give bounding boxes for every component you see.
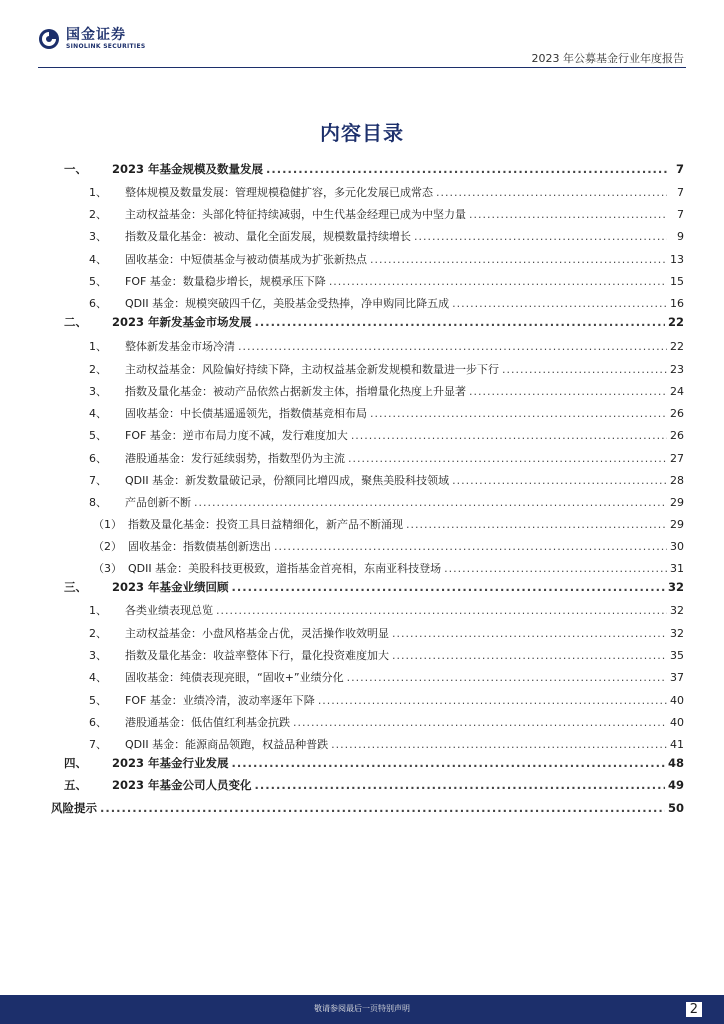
toc-entry[interactable] (64, 560, 684, 578)
toc-entry-page: 41 (670, 738, 684, 751)
toc-entry-page: 35 (670, 649, 684, 662)
toc-entry-number: 1、 (89, 186, 107, 199)
toc-dot-leader (392, 647, 667, 665)
toc-entry-section-2[interactable] (64, 313, 684, 331)
toc-entry-page: 37 (670, 671, 684, 684)
toc-entry-number: 7、 (89, 474, 107, 487)
toc-entry-title: 指数及量化基金：投资工具日益精细化，新产品不断涌现 (128, 518, 403, 531)
toc-entry-title: 各类业绩表现总览 (125, 604, 213, 617)
toc-entry[interactable] (64, 647, 684, 665)
toc-entry-title: 固收基金：中长债基遥遥领先，指数债基竞相布局 (125, 407, 367, 420)
toc-dot-leader (232, 754, 665, 772)
toc-dot-leader (347, 669, 667, 687)
toc-entry[interactable] (64, 602, 684, 620)
toc-entry-title: 主动权益基金：小盘风格基金占优，灵活操作收效明显 (125, 627, 389, 640)
toc-entry[interactable] (64, 206, 684, 224)
toc-entry-title: 固收基金：纯债表现亮眼，“固收+”业绩分化 (125, 671, 344, 684)
toc-entry-page: 27 (670, 452, 684, 465)
toc-entry[interactable] (64, 383, 684, 401)
toc-entry[interactable] (64, 714, 684, 732)
toc-entry-number: 5、 (89, 275, 107, 288)
toc-dot-leader (329, 273, 667, 291)
toc-entry-page: 32 (667, 580, 684, 594)
toc-entry-title: 2023 年基金行业发展 (112, 756, 229, 770)
toc-entry[interactable] (64, 361, 684, 379)
toc-entry[interactable] (64, 669, 684, 687)
toc-entry-number: （3） (93, 562, 122, 575)
toc-entry-page: 30 (670, 540, 684, 553)
toc-entry[interactable] (64, 472, 684, 490)
toc-entry-number: 5、 (89, 694, 107, 707)
page-number: 2 (686, 1002, 702, 1017)
toc-entry-page: 26 (670, 407, 684, 420)
company-logo (38, 27, 145, 51)
footer-disclaimer-note: 敬请参阅最后一页特别声明 (314, 1004, 410, 1013)
toc-entry-page: 40 (670, 716, 684, 729)
toc-entry-number: 4、 (89, 407, 107, 420)
toc-dot-leader (274, 538, 667, 556)
toc-entry-page: 48 (667, 756, 684, 770)
toc-entry-number: 2、 (89, 208, 107, 221)
toc-entry-title: FOF 基金：数量稳步增长，规模承压下降 (125, 275, 326, 288)
toc-entry-page: 23 (670, 363, 684, 376)
toc-entry-number: 2、 (89, 363, 107, 376)
logo-chinese-name: 国金证券 (66, 27, 126, 43)
toc-entry-number: 3、 (89, 385, 107, 398)
toc-entry-page: 15 (670, 275, 684, 288)
toc-dot-leader (406, 516, 667, 534)
toc-entry-number: 1、 (89, 340, 107, 353)
toc-entry-title: 指数及量化基金：收益率整体下行，量化投资难度加大 (125, 649, 389, 662)
toc-entry[interactable] (64, 427, 684, 445)
toc-entry-number: 二、 (64, 315, 87, 329)
toc-entry-number: 4、 (89, 671, 107, 684)
toc-dot-leader (436, 184, 667, 202)
toc-entry-title: 2023 年基金公司人员变化 (112, 778, 252, 792)
toc-dot-leader (238, 338, 667, 356)
toc-entry-page: 7 (677, 208, 684, 221)
toc-entry-page: 32 (670, 627, 684, 640)
toc-entry-title: 产品创新不断 (125, 496, 191, 509)
toc-entry-title: 风险提示 (51, 801, 97, 815)
toc-dot-leader (452, 295, 667, 313)
toc-entry-page: 31 (670, 562, 684, 575)
toc-entry-number: 五、 (64, 778, 87, 792)
toc-entry-page: 29 (670, 496, 684, 509)
sinolink-logo-icon (38, 28, 60, 50)
header-divider (38, 67, 686, 68)
toc-entry-page: 26 (670, 429, 684, 442)
toc-entry-risk-disclosure[interactable] (51, 799, 684, 817)
toc-entry-title: QDII 基金：规模突破四千亿，美股基金受热捧，净申购同比降五成 (125, 297, 450, 310)
toc-dot-leader (444, 560, 667, 578)
toc-entry-page: 40 (670, 694, 684, 707)
toc-dot-leader (318, 692, 667, 710)
toc-dot-leader (392, 625, 667, 643)
toc-entry-title: 2023 年基金业绩回顾 (112, 580, 229, 594)
toc-entry-title: FOF 基金：逆市布局力度不减，发行难度加大 (125, 429, 348, 442)
toc-entry[interactable] (64, 273, 684, 291)
toc-entry-number: 6、 (89, 297, 107, 310)
toc-entry-number: 6、 (89, 716, 107, 729)
toc-entry[interactable] (64, 228, 684, 246)
toc-entry[interactable] (64, 625, 684, 643)
toc-entry[interactable] (64, 538, 684, 556)
toc-entry-title: 指数及量化基金：被动产品依然占据新发主体，指增量化热度上升显著 (125, 385, 466, 398)
toc-entry[interactable] (64, 251, 684, 269)
toc-entry-number: 5、 (89, 429, 107, 442)
toc-entry-title: 主动权益基金：风险偏好持续下降，主动权益基金新发规模和数量进一步下行 (125, 363, 499, 376)
toc-entry[interactable] (64, 338, 684, 356)
toc-entry-page: 29 (670, 518, 684, 531)
toc-entry-page: 24 (670, 385, 684, 398)
toc-dot-leader (216, 602, 667, 620)
toc-dot-leader (452, 472, 667, 490)
toc-entry-title: 固收基金：中短债基金与被动债基成为扩张新热点 (125, 253, 367, 266)
report-title: 2023 年公募基金行业年度报告 (531, 52, 684, 65)
toc-entry-title: 整体新发基金市场冷清 (125, 340, 235, 353)
toc-entry-page: 28 (670, 474, 684, 487)
toc-entry-title: 2023 年基金规模及数量发展 (112, 162, 264, 176)
toc-entry-page: 22 (670, 340, 684, 353)
toc-dot-leader (469, 383, 667, 401)
toc-entry-page: 49 (667, 778, 684, 792)
toc-entry-number: （1） (93, 518, 122, 531)
toc-entry-section-3[interactable] (64, 578, 684, 596)
toc-dot-leader (255, 313, 665, 331)
toc-entry-number: 一、 (64, 162, 87, 176)
toc-entry-title: 主动权益基金：头部化特征持续减弱，中生代基金经理已成为中坚力量 (125, 208, 466, 221)
toc-entry-page: 7 (675, 162, 684, 176)
toc-entry-number: 四、 (64, 756, 87, 770)
toc-entry-number: 2、 (89, 627, 107, 640)
toc-entry[interactable] (64, 450, 684, 468)
toc-entry-number: 1、 (89, 604, 107, 617)
toc-entry[interactable] (64, 736, 684, 754)
toc-entry-title: 指数及量化基金：被动、量化全面发展，规模数量持续增长 (125, 230, 411, 243)
toc-entry[interactable] (64, 692, 684, 710)
toc-dot-leader (194, 494, 667, 512)
toc-entry-title: 2023 年新发基金市场发展 (112, 315, 252, 329)
toc-entry-page: 7 (677, 186, 684, 199)
toc-dot-leader (266, 160, 667, 178)
toc-entry-page: 16 (670, 297, 684, 310)
toc-dot-leader (100, 799, 665, 817)
toc-entry[interactable] (64, 295, 684, 313)
toc-entry-number: 三、 (64, 580, 87, 594)
toc-entry[interactable] (64, 405, 684, 423)
toc-dot-leader (348, 450, 667, 468)
toc-dot-leader (351, 427, 667, 445)
toc-dot-leader (502, 361, 667, 379)
toc-dot-leader (331, 736, 667, 754)
toc-heading: 内容目录 (320, 121, 404, 145)
toc-entry-number: 7、 (89, 738, 107, 751)
toc-dot-leader (370, 405, 667, 423)
toc-entry-number: 3、 (89, 649, 107, 662)
toc-entry-number: 4、 (89, 253, 107, 266)
toc-entry-page: 22 (667, 315, 684, 329)
toc-dot-leader (293, 714, 667, 732)
toc-entry-title: QDII 基金：新发数量破记录，份额同比增四成，聚焦美股科技领域 (125, 474, 450, 487)
toc-entry-number: 3、 (89, 230, 107, 243)
toc-entry-page: 32 (670, 604, 684, 617)
toc-entry[interactable] (64, 184, 684, 202)
toc-entry-section-1[interactable] (64, 160, 684, 178)
toc-entry-page: 50 (667, 801, 684, 815)
toc-entry-page: 9 (677, 230, 684, 243)
toc-entry[interactable] (64, 494, 684, 512)
toc-entry-title: 整体规模及数量发展：管理规模稳健扩容，多元化发展已成常态 (125, 186, 433, 199)
toc-entry-section-5[interactable] (64, 776, 684, 794)
toc-entry-title: 港股通基金：低估值红利基金抗跌 (125, 716, 290, 729)
toc-dot-leader (370, 251, 667, 269)
toc-dot-leader (232, 578, 665, 596)
toc-entry-title: 港股通基金：发行延续弱势，指数型仍为主流 (125, 452, 345, 465)
toc-entry-number: 6、 (89, 452, 107, 465)
toc-entry-title: FOF 基金：业绩冷清，波动率逐年下降 (125, 694, 315, 707)
toc-entry-number: （2） (93, 540, 122, 553)
toc-entry[interactable] (64, 516, 684, 534)
toc-dot-leader (255, 776, 665, 794)
toc-entry-title: QDII 基金：美股科技更极致，道指基金首亮相，东南亚科技登场 (128, 562, 442, 575)
toc-entry-title: QDII 基金：能源商品领跑，权益品种普跌 (125, 738, 329, 751)
toc-entry-title: 固收基金：指数债基创新迭出 (128, 540, 271, 553)
toc-dot-leader (414, 228, 667, 246)
logo-english-name: SINOLINK SECURITIES (66, 43, 146, 50)
toc-entry-number: 8、 (89, 496, 107, 509)
toc-entry-page: 13 (670, 253, 684, 266)
toc-entry-section-4[interactable] (64, 754, 684, 772)
toc-dot-leader (469, 206, 667, 224)
